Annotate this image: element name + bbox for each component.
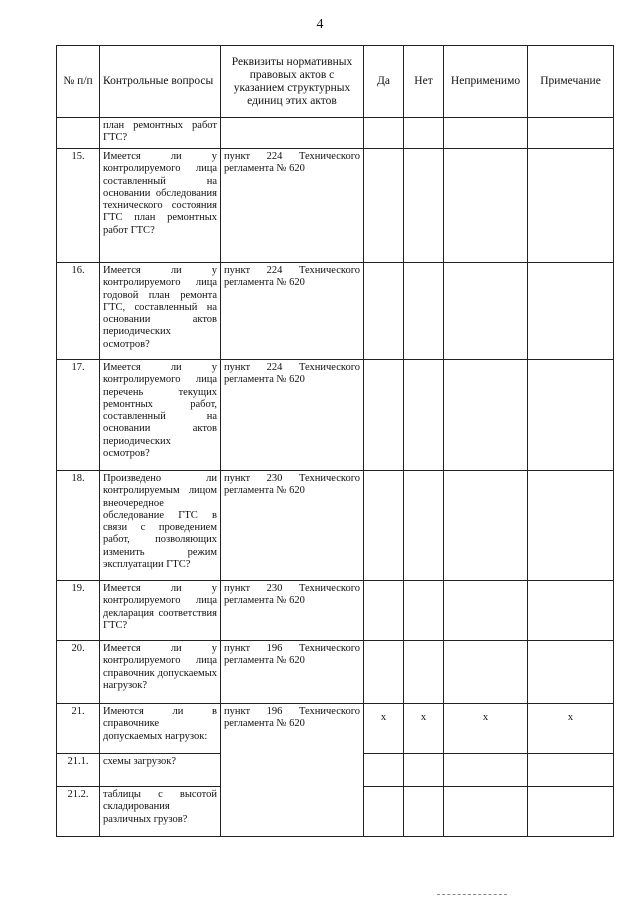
table-row	[57, 118, 614, 149]
answer-no-cell: x	[404, 704, 444, 754]
answer-no-cell[interactable]	[404, 118, 444, 149]
row-requisites	[221, 118, 364, 149]
row-question: Имеется ли у контролируемого лица составленный на основании обследования технического состояния ГТС план ремонтных работ ГТС?	[100, 149, 221, 263]
table-row	[57, 641, 614, 704]
row-number: 21.1.	[57, 754, 100, 787]
row-number: 16.	[57, 263, 100, 360]
table-row	[57, 704, 614, 754]
note-cell[interactable]	[528, 263, 614, 360]
row-number: 21.	[57, 704, 100, 754]
answer-yes-cell[interactable]	[364, 581, 404, 641]
header-na: Неприменимо	[444, 46, 528, 118]
note-cell[interactable]	[528, 118, 614, 149]
note-cell[interactable]	[528, 149, 614, 263]
row-requisites: пункт 230 Технического регламента № 620	[221, 471, 364, 581]
answer-no-cell[interactable]	[404, 360, 444, 471]
row-number: 20.	[57, 641, 100, 704]
row-requisites: пункт 224 Технического регламента № 620	[221, 149, 364, 263]
checklist-table	[56, 45, 614, 837]
answer-yes-cell[interactable]	[364, 641, 404, 704]
row-question: Произведено ли контролируемым лицом внеочередное обследование ГТС в связи с проведением работ, позволяющих изменить режим эксплуатации ГТС?	[100, 471, 221, 581]
row-number: 19.	[57, 581, 100, 641]
row-question: Имеется ли у контролируемого лица перечень текущих ремонтных работ, составленный на основании актов периодических осмотров?	[100, 360, 221, 471]
row-number: 21.2.	[57, 787, 100, 837]
header-no: Нет	[404, 46, 444, 118]
row-question: схемы загрузок?	[100, 754, 221, 787]
row-question: Имеется ли у контролируемого лица годовой план ремонта ГТС, составленный на основании актов периодических осмотров?	[100, 263, 221, 360]
answer-na-cell[interactable]	[444, 581, 528, 641]
answer-no-cell[interactable]	[404, 581, 444, 641]
answer-na-cell[interactable]	[444, 641, 528, 704]
header-requisites: Реквизиты нормативных правовых актов с указанием структурных единиц этих актов	[221, 46, 364, 118]
table-row	[57, 360, 614, 471]
row-number: 17.	[57, 360, 100, 471]
answer-yes-cell[interactable]	[364, 118, 404, 149]
answer-no-cell[interactable]	[404, 641, 444, 704]
answer-no-cell[interactable]	[404, 754, 444, 787]
row-requisites: пункт 230 Технического регламента № 620	[221, 581, 364, 641]
answer-no-cell[interactable]	[404, 471, 444, 581]
header-row	[57, 46, 614, 118]
row-number: 15.	[57, 149, 100, 263]
table-row	[57, 471, 614, 581]
answer-yes-cell[interactable]	[364, 263, 404, 360]
answer-na-cell[interactable]	[444, 149, 528, 263]
table-row	[57, 149, 614, 263]
answer-na-cell[interactable]	[444, 360, 528, 471]
answer-yes-cell[interactable]	[364, 471, 404, 581]
answer-na-cell: x	[444, 704, 528, 754]
answer-yes-cell[interactable]	[364, 360, 404, 471]
answer-no-cell[interactable]	[404, 263, 444, 360]
row-requisites: пункт 224 Технического регламента № 620	[221, 360, 364, 471]
row-number	[57, 118, 100, 149]
table-row	[57, 581, 614, 641]
note-cell: x	[528, 704, 614, 754]
table-row	[57, 263, 614, 360]
header-note: Примечание	[528, 46, 614, 118]
row-requisites: пункт 224 Технического регламента № 620	[221, 263, 364, 360]
scan-artifact-line	[437, 894, 507, 897]
answer-yes-cell[interactable]	[364, 754, 404, 787]
answer-na-cell[interactable]	[444, 118, 528, 149]
note-cell[interactable]	[528, 471, 614, 581]
row-requisites: пункт 196 Технического регламента № 620	[221, 704, 364, 837]
note-cell[interactable]	[528, 787, 614, 837]
row-question: план ремонтных работ ГТС?	[100, 118, 221, 149]
note-cell[interactable]	[528, 754, 614, 787]
note-cell[interactable]	[528, 581, 614, 641]
row-question: Имеется ли у контролируемого лица декларация соответствия ГТС?	[100, 581, 221, 641]
row-number: 18.	[57, 471, 100, 581]
answer-yes-cell: x	[364, 704, 404, 754]
answer-na-cell[interactable]	[444, 471, 528, 581]
answer-yes-cell[interactable]	[364, 787, 404, 837]
row-requisites: пункт 196 Технического регламента № 620	[221, 641, 364, 704]
answer-na-cell[interactable]	[444, 787, 528, 837]
page-number: 4	[316, 17, 324, 32]
header-yes: Да	[364, 46, 404, 118]
answer-no-cell[interactable]	[404, 149, 444, 263]
answer-yes-cell[interactable]	[364, 149, 404, 263]
row-question: Имеется ли у контролируемого лица справочник допускаемых нагрузок?	[100, 641, 221, 704]
answer-na-cell[interactable]	[444, 263, 528, 360]
note-cell[interactable]	[528, 641, 614, 704]
row-question: таблицы с высотой складирования различных грузов?	[100, 787, 221, 837]
answer-no-cell[interactable]	[404, 787, 444, 837]
answer-na-cell[interactable]	[444, 754, 528, 787]
row-question: Имеются ли в справочнике допускаемых нагрузок:	[100, 704, 221, 754]
header-num: № п/п	[57, 46, 100, 118]
note-cell[interactable]	[528, 360, 614, 471]
header-question: Контрольные вопросы	[100, 46, 221, 118]
